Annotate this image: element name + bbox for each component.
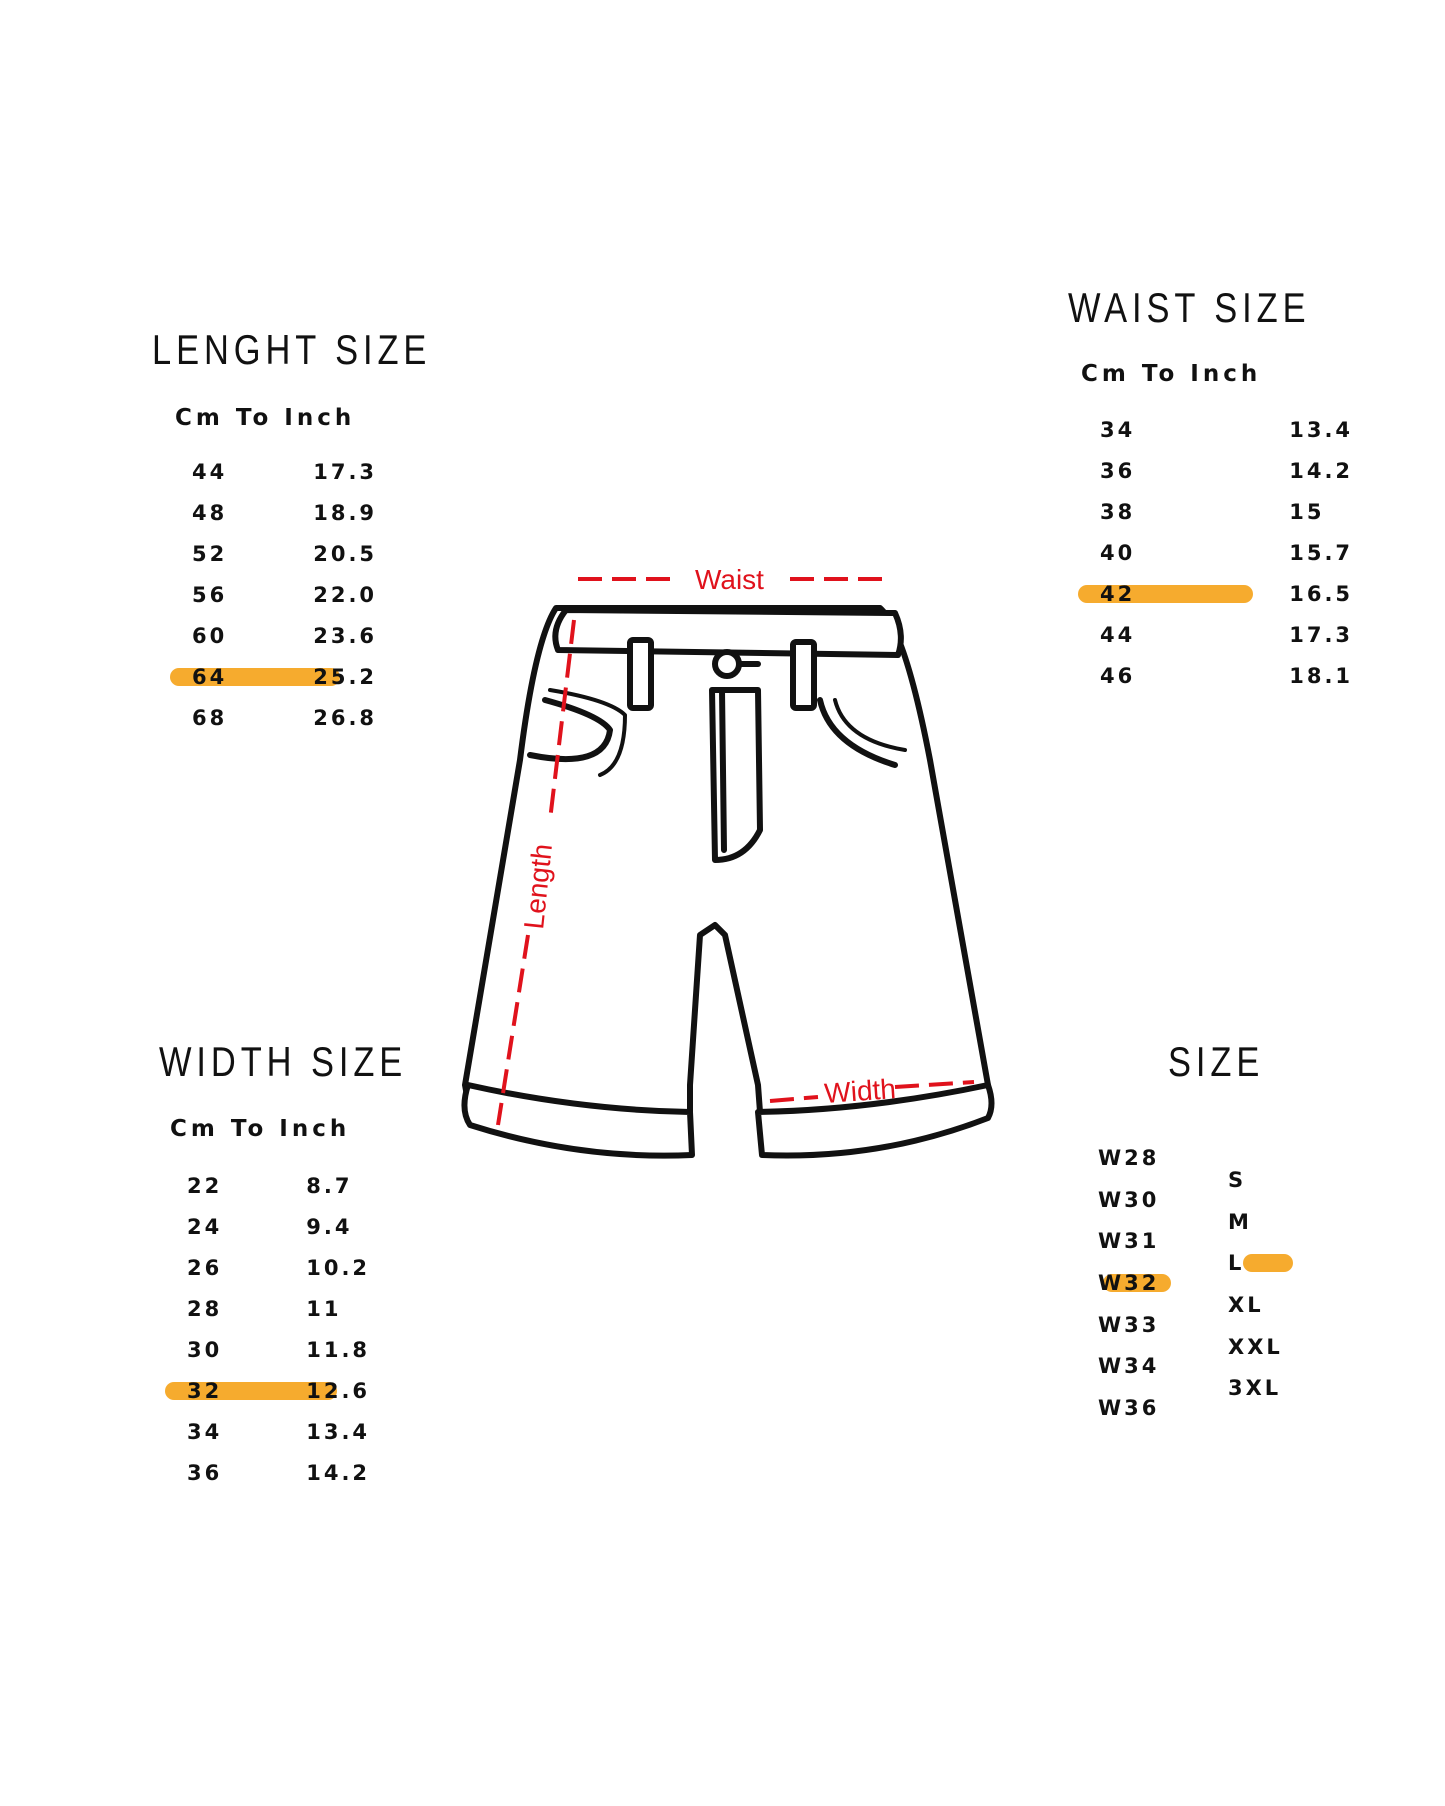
inch-value: 13.4 <box>1289 418 1354 442</box>
inch-value: 14.2 <box>306 1461 371 1485</box>
inch-value: 12.6 <box>306 1379 371 1403</box>
size-list-item <box>1228 1368 1283 1410</box>
width-size-subtitle: Cm To Inch <box>170 1116 351 1142</box>
cm-value: 24 <box>187 1215 223 1239</box>
inch-value: 10.2 <box>306 1256 371 1280</box>
size-list-item <box>1098 1180 1159 1222</box>
size-label: W31 <box>1098 1229 1160 1254</box>
size-row <box>175 1289 342 1330</box>
inch-value: 25.2 <box>313 665 378 689</box>
belt-loop-right <box>793 642 814 708</box>
size-label: W32 <box>1098 1271 1160 1296</box>
size-title: SIZE <box>1168 1038 1265 1085</box>
inch-value: 11.8 <box>306 1338 371 1362</box>
length-size-rows <box>180 452 378 739</box>
inch-value: 17.3 <box>313 460 378 484</box>
size-label: M <box>1228 1209 1252 1234</box>
size-list-item <box>1098 1221 1159 1263</box>
size-label: W30 <box>1098 1187 1160 1212</box>
belt-loop-left <box>630 640 651 708</box>
cm-value: 26 <box>187 1256 223 1280</box>
size-list-item <box>1228 1285 1283 1327</box>
cm-value: 30 <box>187 1338 223 1362</box>
size-list-item <box>1228 1243 1283 1285</box>
inch-value: 26.8 <box>313 706 378 730</box>
size-list-item <box>1228 1327 1283 1369</box>
size-row <box>175 1371 371 1412</box>
button <box>715 652 739 676</box>
size-list-item <box>1098 1388 1159 1430</box>
waist-size-rows <box>1088 410 1354 697</box>
cm-value: 60 <box>192 624 228 648</box>
cm-value: 34 <box>187 1420 223 1444</box>
inch-value: 20.5 <box>313 542 378 566</box>
size-row <box>180 657 378 698</box>
waist-code-list <box>1098 1138 1159 1430</box>
cm-value: 40 <box>1100 541 1136 565</box>
cm-value: 38 <box>1100 500 1136 524</box>
cm-value: 32 <box>187 1379 223 1403</box>
length-size-title: LENGHT SIZE <box>152 326 432 373</box>
cm-value: 28 <box>187 1297 223 1321</box>
inch-value: 16.5 <box>1289 582 1354 606</box>
size-row <box>1088 492 1325 533</box>
cm-value: 36 <box>187 1461 223 1485</box>
inch-value: 17.3 <box>1289 623 1354 647</box>
size-row <box>1088 656 1354 697</box>
inch-value: 15 <box>1289 500 1325 524</box>
inch-value: 22.0 <box>313 583 378 607</box>
size-row <box>175 1248 371 1289</box>
inch-value: 9.4 <box>306 1215 353 1239</box>
size-label: 3XL <box>1228 1376 1282 1401</box>
waistband <box>555 610 901 655</box>
size-row <box>1088 615 1354 656</box>
size-label: W36 <box>1098 1396 1160 1421</box>
size-row <box>180 616 378 657</box>
cm-value: 44 <box>192 460 228 484</box>
width-size-rows <box>175 1166 371 1494</box>
inch-value: 8.7 <box>306 1174 353 1198</box>
size-list-item <box>1098 1305 1159 1347</box>
size-list-item <box>1228 1202 1283 1244</box>
size-list-item <box>1228 1160 1283 1202</box>
size-list-item <box>1098 1138 1159 1180</box>
cm-value: 56 <box>192 583 228 607</box>
size-row <box>180 534 378 575</box>
size-label: W34 <box>1098 1354 1160 1379</box>
cm-value: 34 <box>1100 418 1136 442</box>
cm-value: 36 <box>1100 459 1136 483</box>
size-row <box>1088 410 1354 451</box>
size-label: W28 <box>1098 1146 1160 1170</box>
length-label: Length <box>518 842 558 931</box>
size-row <box>180 493 378 534</box>
cm-value: 46 <box>1100 664 1136 688</box>
waist-size-title: WAIST SIZE <box>1068 284 1311 331</box>
letter-size-list <box>1228 1160 1283 1410</box>
size-row <box>180 575 378 616</box>
cm-value: 68 <box>192 706 228 730</box>
inch-value: 18.1 <box>1289 664 1354 688</box>
cm-value: 44 <box>1100 623 1136 647</box>
inch-value: 11 <box>306 1297 342 1321</box>
size-row <box>1088 574 1354 615</box>
size-row <box>180 698 378 739</box>
highlight-marker <box>1243 1254 1293 1272</box>
size-row <box>1088 533 1354 574</box>
size-row <box>175 1453 371 1494</box>
size-label: XL <box>1228 1293 1264 1318</box>
width-label: Width <box>823 1073 897 1109</box>
size-row <box>175 1330 371 1371</box>
inch-value: 15.7 <box>1289 541 1354 565</box>
size-row <box>175 1207 353 1248</box>
cm-value: 42 <box>1100 582 1136 606</box>
size-label: L <box>1228 1251 1245 1276</box>
cm-value: 22 <box>187 1174 223 1198</box>
length-size-subtitle: Cm To Inch <box>175 405 356 431</box>
inch-value: 23.6 <box>313 624 378 648</box>
inch-value: 18.9 <box>313 501 378 525</box>
size-label: XXL <box>1228 1334 1283 1359</box>
size-row <box>175 1412 371 1453</box>
size-row <box>180 452 378 493</box>
size-list-item <box>1098 1263 1159 1305</box>
size-label: W33 <box>1098 1312 1160 1337</box>
waist-label: Waist <box>695 564 764 595</box>
cm-value: 48 <box>192 501 228 525</box>
waist-size-subtitle: Cm To Inch <box>1081 361 1262 387</box>
size-row <box>175 1166 353 1207</box>
cm-value: 52 <box>192 542 228 566</box>
inch-value: 13.4 <box>306 1420 371 1444</box>
size-label: S <box>1228 1168 1247 1192</box>
cm-value: 64 <box>192 665 228 689</box>
size-list-item <box>1098 1346 1159 1388</box>
width-size-title: WIDTH SIZE <box>159 1038 408 1085</box>
inch-value: 14.2 <box>1289 459 1354 483</box>
size-row <box>1088 451 1354 492</box>
